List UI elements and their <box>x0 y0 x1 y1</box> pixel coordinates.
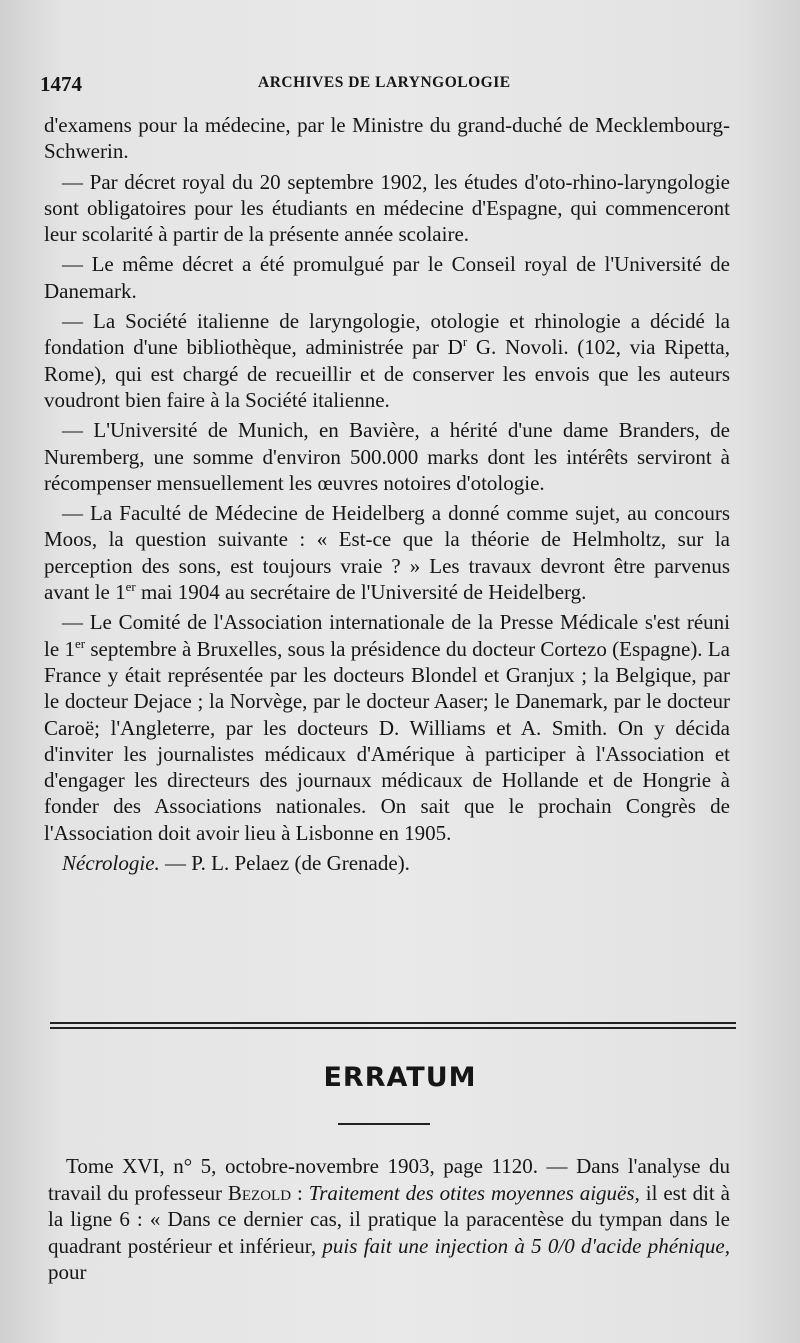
erratum-underline <box>338 1123 430 1125</box>
section-divider <box>50 1022 736 1032</box>
paragraph-press-association: — Le Comité de l'Association internationale de la Presse Médicale s'est réuni le 1er septembre à Bruxelles, sous la présidence du docteur Cortezo (Espagne). La France y était représentée par les docteurs Blondel et Granjux ; la Belgique, par le docteur Dejace ; la Norvège, par le docteur Aaser; le Danemark, par le docteur Caroë; l'Angleterre, par les docteurs D. Williams et A. Smith. On y décida d'inviter les journalistes médicaux d'Amérique à participer à l'Association et d'engager les directeurs des journaux médicaux de Hollande et de Hongrie à fonder des Associations nationales. On sait que le prochain Congrès de l'Association doit avoir lieu à Lisbonne en 1905. <box>44 610 731 845</box>
paragraph-heidelberg: — La Faculté de Médecine de Heidelberg a donné comme sujet, au concours Moos, la question suivante : « Est-ce que la théorie de Helmholtz, sur la perception des sons, est toujours vraie ? » Les travaux devront être parvenus avant le 1er mai 1904 au secrétaire de l'Université de Heidelberg. <box>44 501 730 605</box>
erratum-paragraph: Tome XVI, n° 5, octobre-novembre 1903, page 1120. — Dans l'analyse du travail du professeur Bezold : Traitement des otites moyennes aiguës, il est dit à la ligne 6 : « Dans ce dernier cas, il pratique la paracentèse du tympan dans le quadrant postérieur et inférieur, puis fait une injection à 5 0/0 d'acide phénique, pour <box>48 1154 730 1284</box>
paragraph-italian-society: — La Société italienne de laryngologie, otologie et rhinologie a décidé la fondation d'une bibliothèque, administrée par $D^r$ G. Novoli. (102, via Ripetta, Rome), qui est chargé de recueillir et de conserver les envois que les auteurs voudront bien faire à la Société italienne. <box>44 309 730 412</box>
page-header <box>40 70 760 98</box>
erratum-heading: ERRATUM <box>323 1062 477 1093</box>
paragraph-continuation: d'examens pour la médecine, par le Ministre du grand-duché de Mecklembourg-Schwerin. <box>44 113 730 164</box>
running-head: ARCHIVES DE LARYNGOLOGIE <box>258 74 511 91</box>
paragraph-spain-decree: — Par décret royal du 20 septembre 1902, les études d'oto-rhino-laryngologie sont obligatoires pour les étudiants en médecine d'Espagne, qui commenceront leur scolarité à partir de la présente année scolaire. <box>44 169 730 247</box>
necrology-label: Nécrologie. <box>62 851 160 876</box>
news-body <box>44 112 730 880</box>
paragraph-munich: — L'Université de Munich, en Bavière, a hérité d'une dame Branders, de Nuremberg, une somme d'environ 500.000 marks dont les intérêts serviront à récompenser mensuellement les œuvres notoires d'otologie. <box>44 418 730 495</box>
page-number: 1474 <box>40 72 82 96</box>
author-name: Bezold <box>227 1180 292 1205</box>
paragraph-denmark: — Le même décret a été promulgué par le Conseil royal de l'Université de Danemark. <box>44 252 730 303</box>
work-title: Traitement des otites moyennes aiguës <box>308 1180 635 1205</box>
necrology-line: Nécrologie. — P. L. Pelaez (de Grenade). <box>62 851 410 876</box>
